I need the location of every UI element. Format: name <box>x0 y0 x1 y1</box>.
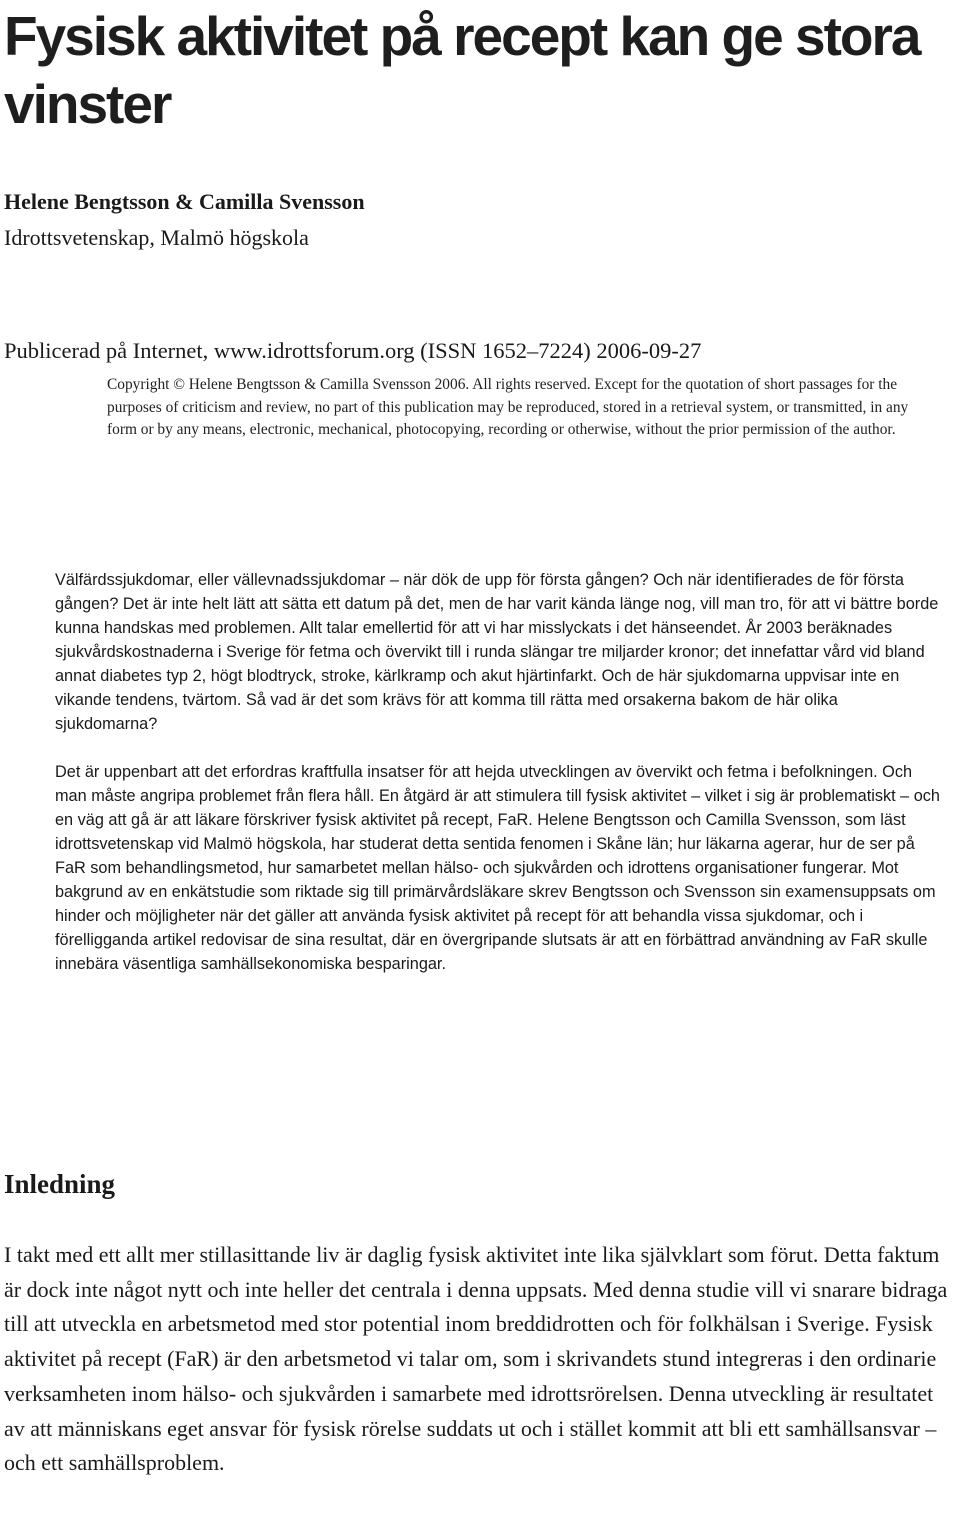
abstract <box>55 568 940 1000</box>
abstract-paragraph: Det är uppenbart att det erfordras kraftfulla insatser för att hejda utvecklingen av övervikt och fetma i befolkningen. Och man måste angripa problemet från flera håll. En åtgärd är att stimulera till fysisk aktivitet – vilket i sig är problematiskt – och en väg att gå är att läkare förskriver fysisk aktivitet på recept, FaR. Helene Bengtsson och Camilla Svensson, som läst idrottsvetenskap vid Malmö högskola, har studerat detta sentida fenomen i Skåne län; hur läkarna agerar, hur de ser på FaR som behandlingsmetod, hur samarbetet mellan hälso- och sjukvården och idrottens organisationer fungerar. Mot bakgrund av en enkätstudie som riktade sig till primärvårdsläkare skrev Bengtsson och Svensson sin examensuppsats om hinder och möjligheter när det gäller att använda fysisk aktivitet på recept för att behandla vissa sjukdomar, och i förelligganda artikel redovisar de sina resultat, där en övergripande slutsats är att en förbättrad användning av FaR skulle innebära väsentliga samhällsekonomiska besparingar. <box>55 763 940 973</box>
abstract-paragraph: Välfärdssjukdomar, eller vällevnadssjukdomar – när dök de upp för första gången? Och när identifierades de för första gången? Det är inte helt lätt att sätta ett datum på det, men de har varit kända länge nog, vill man tro, för att vi bättre borde kunna handskas med problemen. Allt talar emellertid för att vi har misslyckats i det hänseendet. År 2003 beräknades sjukvårdskostnaderna i Sverige för fetma och övervikt till i runda slängar tre miljarder kronor; det innefattar vård vid bland annat diabetes typ 2, högt blodtryck, stroke, kärlkramp och akut hjärtinfarkt. Och de här sjukdomarna uppvisar inte en vikande tendens, tvärtom. Så vad är det som krävs för att komma till rätta med orsakerna bakom de här olika sjukdomarna? <box>55 571 939 733</box>
author-affiliation: Idrottsvetenskap, Malmö högskola <box>4 225 309 250</box>
article-title: Fysisk aktivitet på recept kan ge stora vinster <box>4 5 920 135</box>
section-heading: Inledning <box>4 1169 116 1199</box>
publication-info: Publicerad på Internet, www.idrottsforum.org (ISSN 1652–7224) 2006-09-27 <box>4 338 702 363</box>
author-names: Helene Bengtsson & Camilla Svensson <box>4 189 365 214</box>
body-paragraph: I takt med ett allt mer stillasittande liv är daglig fysisk aktivitet inte lika självklart som förut. Detta faktum är dock inte något nytt och inte heller det centrala i denna uppsats. Med denna studie vill vi snarare bidraga till att utveckla en arbetsmetod med stor potential inom breddidrotten och för folkhälsan i Sverige. Fysisk aktivitet på recept (FaR) är den arbetsmetod vi talar om, som i skrivandets stund integreras i den ordinarie verksamheten inom hälso- och sjukvården i samarbete med idrottsrörelsen. Denna utveckling är resultatet av att människans eget ansvar för fysisk rörelse suddats ut och i stället kommit att bli ett samhällsansvar – och ett samhällsproblem. <box>4 1242 948 1476</box>
copyright-notice: Copyright © Helene Bengtsson & Camilla Svensson 2006. All rights reserved. Except for the quotation of short passages for the purposes of criticism and review, no part of this publication may be reproduced, stored in a retrieval system, or transmitted, in any form or by any means, electronic, mechanical, photocopying, recording or otherwise, without the prior permission of the author. <box>107 376 909 438</box>
